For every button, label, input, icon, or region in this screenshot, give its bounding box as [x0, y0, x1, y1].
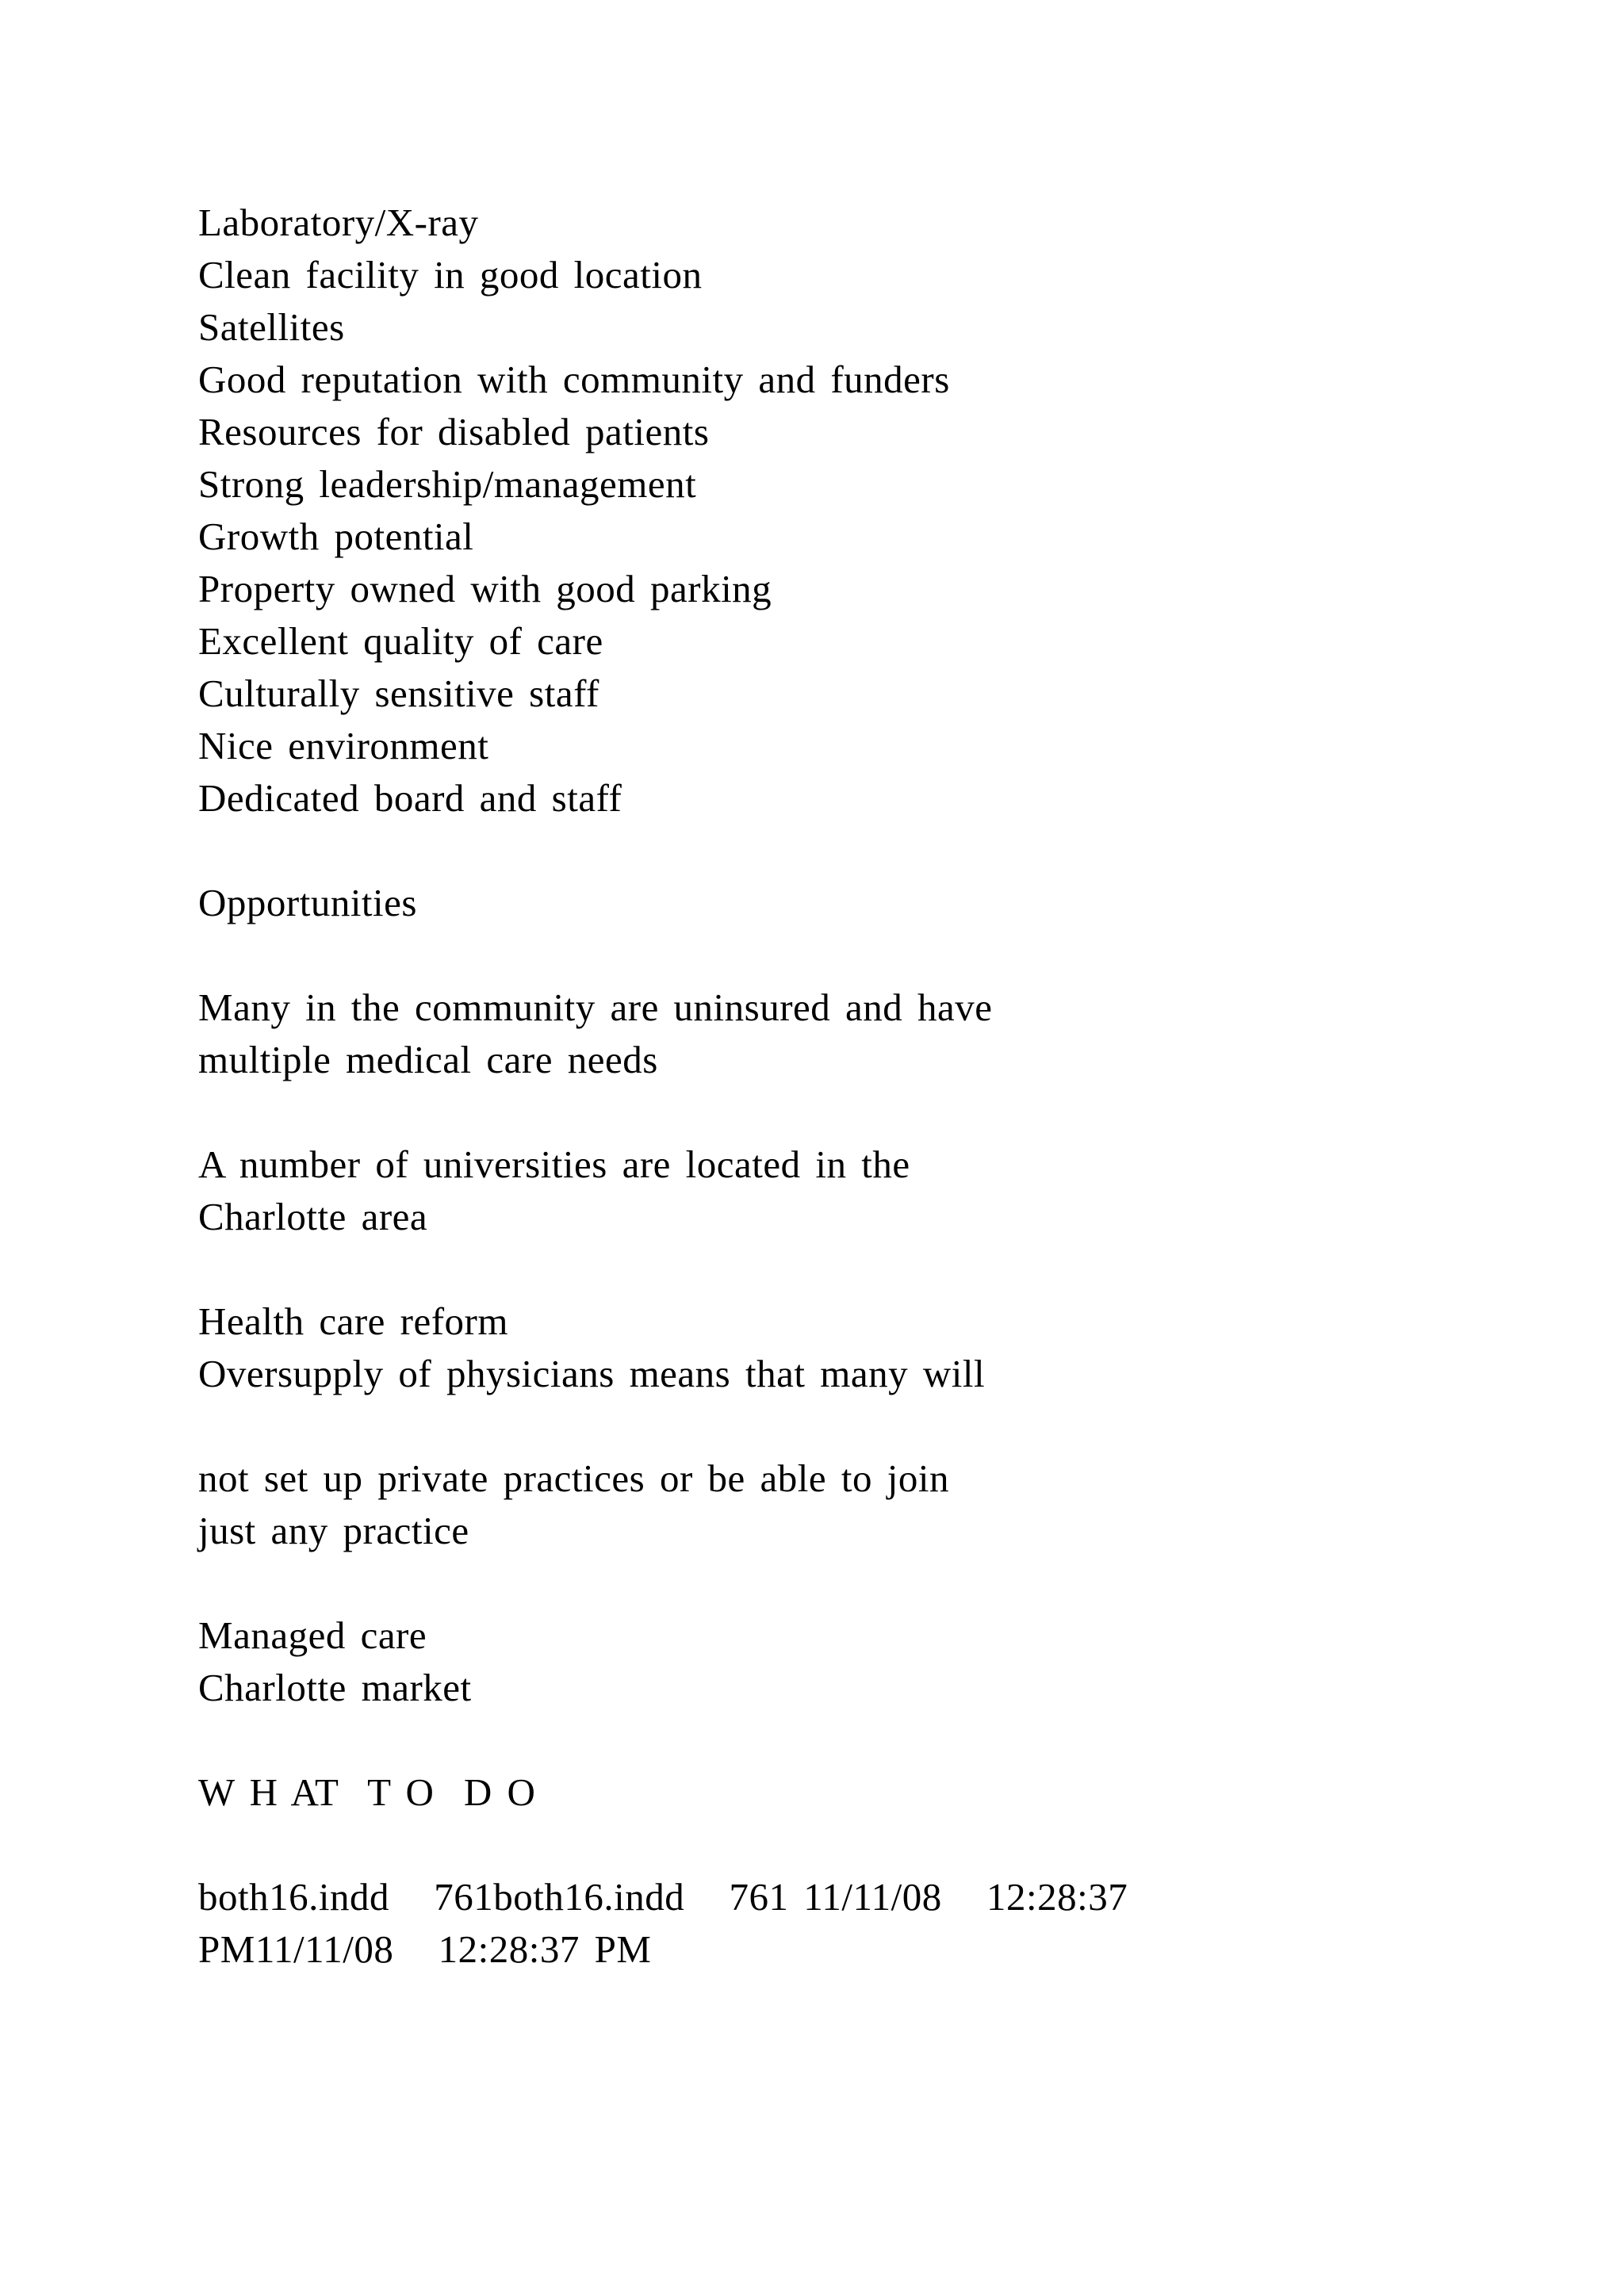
- paragraph-line: A number of universities are located in the: [198, 1142, 910, 1186]
- list-item: Good reputation with community and funders: [198, 358, 950, 401]
- list-item: Culturally sensitive staff: [198, 672, 599, 715]
- footer-line: PM11/11/08 12:28:37 PM: [198, 1927, 652, 1971]
- opportunity-block: [198, 1452, 1546, 1557]
- list-item: Dedicated board and staff: [198, 776, 622, 820]
- paragraph-line: Managed care: [198, 1613, 427, 1657]
- spacer: [198, 1557, 1546, 1609]
- document-page: [198, 197, 1546, 1976]
- spacer: [198, 929, 1546, 982]
- opportunity-block: [198, 1295, 1546, 1400]
- list-item: Strong leadership/management: [198, 462, 697, 506]
- opportunity-block: [198, 1138, 1546, 1243]
- spacer: [198, 1819, 1546, 1871]
- paragraph-line: not set up private practices or be able to join: [198, 1456, 949, 1500]
- spacer: [198, 1086, 1546, 1138]
- spacer: [198, 1243, 1546, 1295]
- opportunities-heading: Opportunities: [198, 881, 417, 924]
- paragraph-line: Charlotte market: [198, 1666, 472, 1709]
- list-item: Growth potential: [198, 515, 474, 558]
- spacer: [198, 1714, 1546, 1766]
- paragraph-line: Oversupply of physicians means that many will: [198, 1352, 986, 1395]
- paragraph-line: Charlotte area: [198, 1195, 428, 1238]
- footer-slug: [198, 1871, 1546, 1976]
- paragraph-line: just any practice: [198, 1509, 469, 1552]
- paragraph-line: Health care reform: [198, 1299, 508, 1343]
- opportunity-block: [198, 1609, 1546, 1714]
- list-item: Nice environment: [198, 724, 489, 767]
- paragraph-line: multiple medical care needs: [198, 1038, 658, 1081]
- spacer: [198, 825, 1546, 877]
- footer-line: both16.indd 761both16.indd 761 11/11/08 12:28:37: [198, 1875, 1128, 1919]
- list-item: Property owned with good parking: [198, 567, 772, 610]
- list-item: Laboratory/X-ray: [198, 201, 479, 244]
- strengths-list: [198, 197, 1546, 825]
- what-to-do-heading: W H AT T O D O: [198, 1770, 536, 1814]
- opportunity-block: [198, 982, 1546, 1086]
- paragraph-line: Many in the community are uninsured and have: [198, 985, 993, 1029]
- list-item: Clean facility in good location: [198, 253, 703, 297]
- list-item: Resources for disabled patients: [198, 410, 710, 453]
- list-item: Satellites: [198, 305, 345, 349]
- spacer: [198, 1400, 1546, 1452]
- list-item: Excellent quality of care: [198, 619, 603, 663]
